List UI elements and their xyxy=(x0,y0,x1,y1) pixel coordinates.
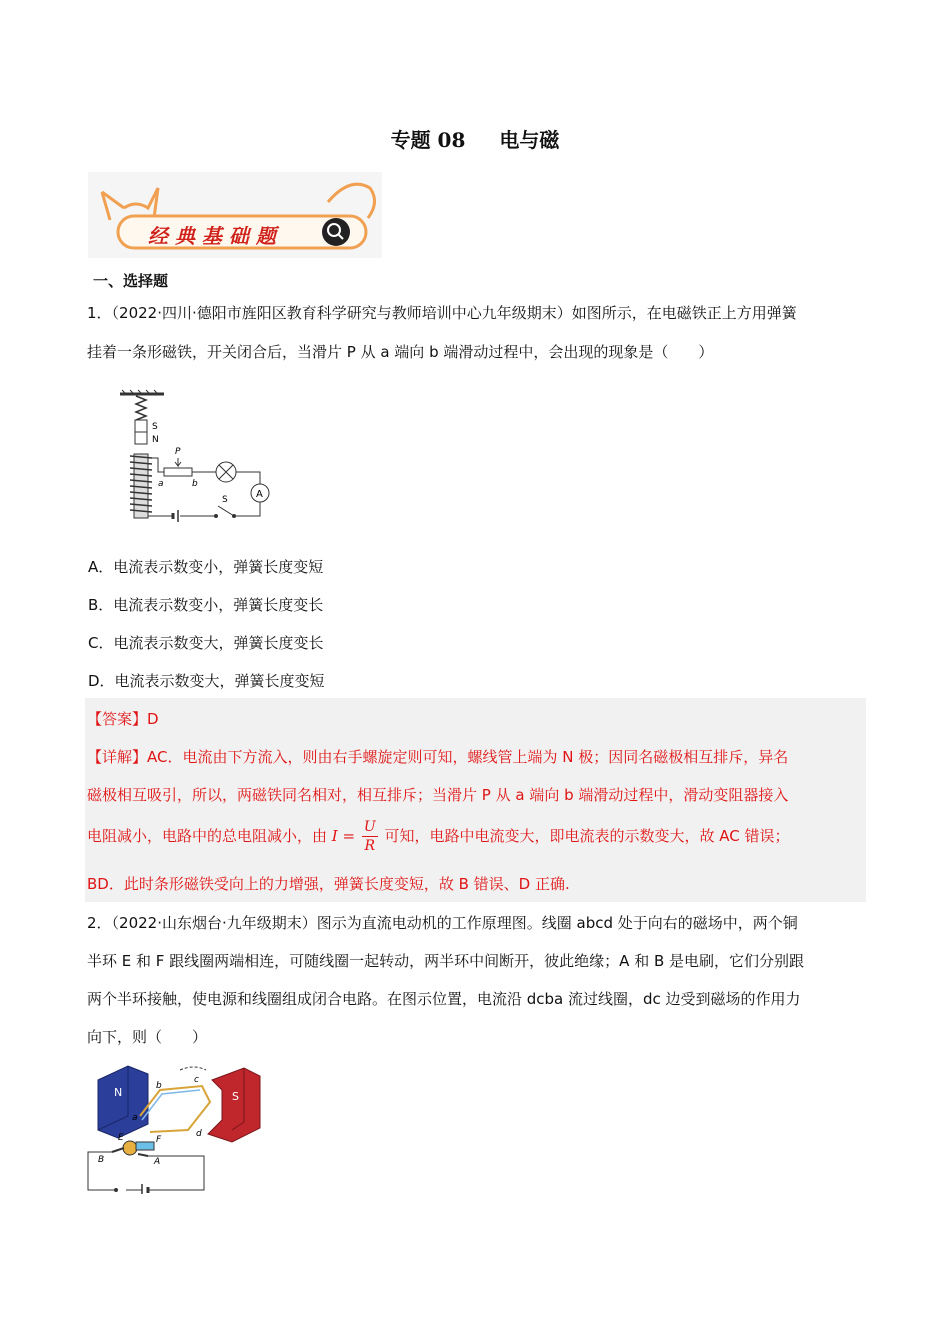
q1-detail-line3 xyxy=(87,818,789,855)
q2-label-brush-a: A xyxy=(154,1157,161,1167)
q1-label-switch: S xyxy=(222,495,228,505)
q1-detail-line2: 磁极相互吸引，所以，两磁铁同名相对，相互排斥；当滑片 P 从 a 端向 b 端滑动过程中，滑动变阻器接入 xyxy=(87,786,789,804)
title-part1: 专题 08 xyxy=(390,128,466,152)
q1-formula-den: R xyxy=(364,838,376,854)
q2-label-brush-b: B xyxy=(98,1155,105,1165)
q1-answer xyxy=(87,708,159,729)
q1-detail-text3-pre: 电阻减小，电路中的总电阻减小，由 xyxy=(87,827,328,845)
q1-detail-label: 【详解】 xyxy=(87,748,148,766)
q1-answer-label: 【答案】 xyxy=(87,710,148,728)
q2-label-s: S xyxy=(232,1090,239,1103)
q1-circuit-figure xyxy=(118,388,278,526)
q1-label-s-pole: S xyxy=(152,422,158,432)
section-heading: 一、选择题 xyxy=(93,272,169,290)
q1-option-d: D．电流表示数变大，弹簧长度变短 xyxy=(88,672,325,690)
banner-text: 经 典 基 础 题 xyxy=(148,224,276,248)
q2-stem-line2: 半环 E 和 F 跟线圈两端相连，可随线圈一起转动，两半环中间断开，彼此绝缘；A 和 B 是电刷，它们分别跟 xyxy=(87,952,805,970)
q2-label-a: a xyxy=(132,1113,138,1123)
q2-label-e: E xyxy=(118,1133,124,1143)
q1-answer-value: D xyxy=(147,710,159,728)
q1-formula-lhs: I = xyxy=(331,827,356,845)
q2-label-f: F xyxy=(156,1135,162,1145)
q1-detail-line1 xyxy=(87,746,788,767)
q2-label-b: b xyxy=(156,1081,162,1091)
title-part2: 电与磁 xyxy=(499,128,560,152)
q1-detail-text1: AC．电流由下方流入，则由右手螺旋定则可知，螺线管上端为 N 极；因同名磁极相互排斥，异名 xyxy=(147,748,789,766)
q1-label-n-pole: N xyxy=(152,435,159,445)
q2-stem-line4: 向下，则（ ） xyxy=(87,1028,208,1046)
q1-option-a: A．电流表示数变小，弹簧长度变短 xyxy=(88,558,324,576)
q1-label-b: b xyxy=(192,479,198,489)
q1-formula-fraction xyxy=(362,818,378,855)
q1-detail-text3-post: 可知，电路中电流变大，即电流表的示数变大，故 AC 错误； xyxy=(384,827,790,845)
page-title xyxy=(0,124,950,153)
q2-stem-line3: 两个半环接触，使电源和线圈组成闭合电路。在图示位置，电流沿 dcba 流过线圈，dc 边受到磁场的作用力 xyxy=(87,990,801,1008)
q1-option-c: C．电流表示数变大，弹簧长度变长 xyxy=(88,634,324,652)
q2-label-d: d xyxy=(196,1129,202,1139)
q1-detail-line4: BD．此时条形磁铁受向上的力增强，弹簧长度变短，故 B 错误、D 正确. xyxy=(87,875,570,893)
q2-stem-line1: 2．（2022·山东烟台·九年级期末）图示为直流电动机的工作原理图。线圈 abcd 处于向右的磁场中，两个铜 xyxy=(87,914,798,932)
q2-label-n: N xyxy=(114,1086,123,1099)
q1-stem-line2: 挂着一条形磁铁，开关闭合后，当滑片 P 从 a 端向 b 端滑动过程中，会出现的现象是（ ） xyxy=(87,343,714,361)
q1-stem-line1: 1．（2022·四川·德阳市旌阳区教育科学研究与教师培训中心九年级期末）如图所示，在电磁铁正上方用弹簧 xyxy=(87,304,797,322)
q1-label-a: a xyxy=(158,479,164,489)
q1-formula-num: U xyxy=(363,819,376,835)
section-banner xyxy=(88,172,382,258)
q2-motor-figure xyxy=(84,1060,266,1194)
q2-label-c: c xyxy=(194,1075,199,1085)
q1-label-ammeter: A xyxy=(256,489,263,500)
q1-label-p: P xyxy=(175,447,181,457)
q1-option-b: B．电流表示数变小，弹簧长度变长 xyxy=(88,596,324,614)
